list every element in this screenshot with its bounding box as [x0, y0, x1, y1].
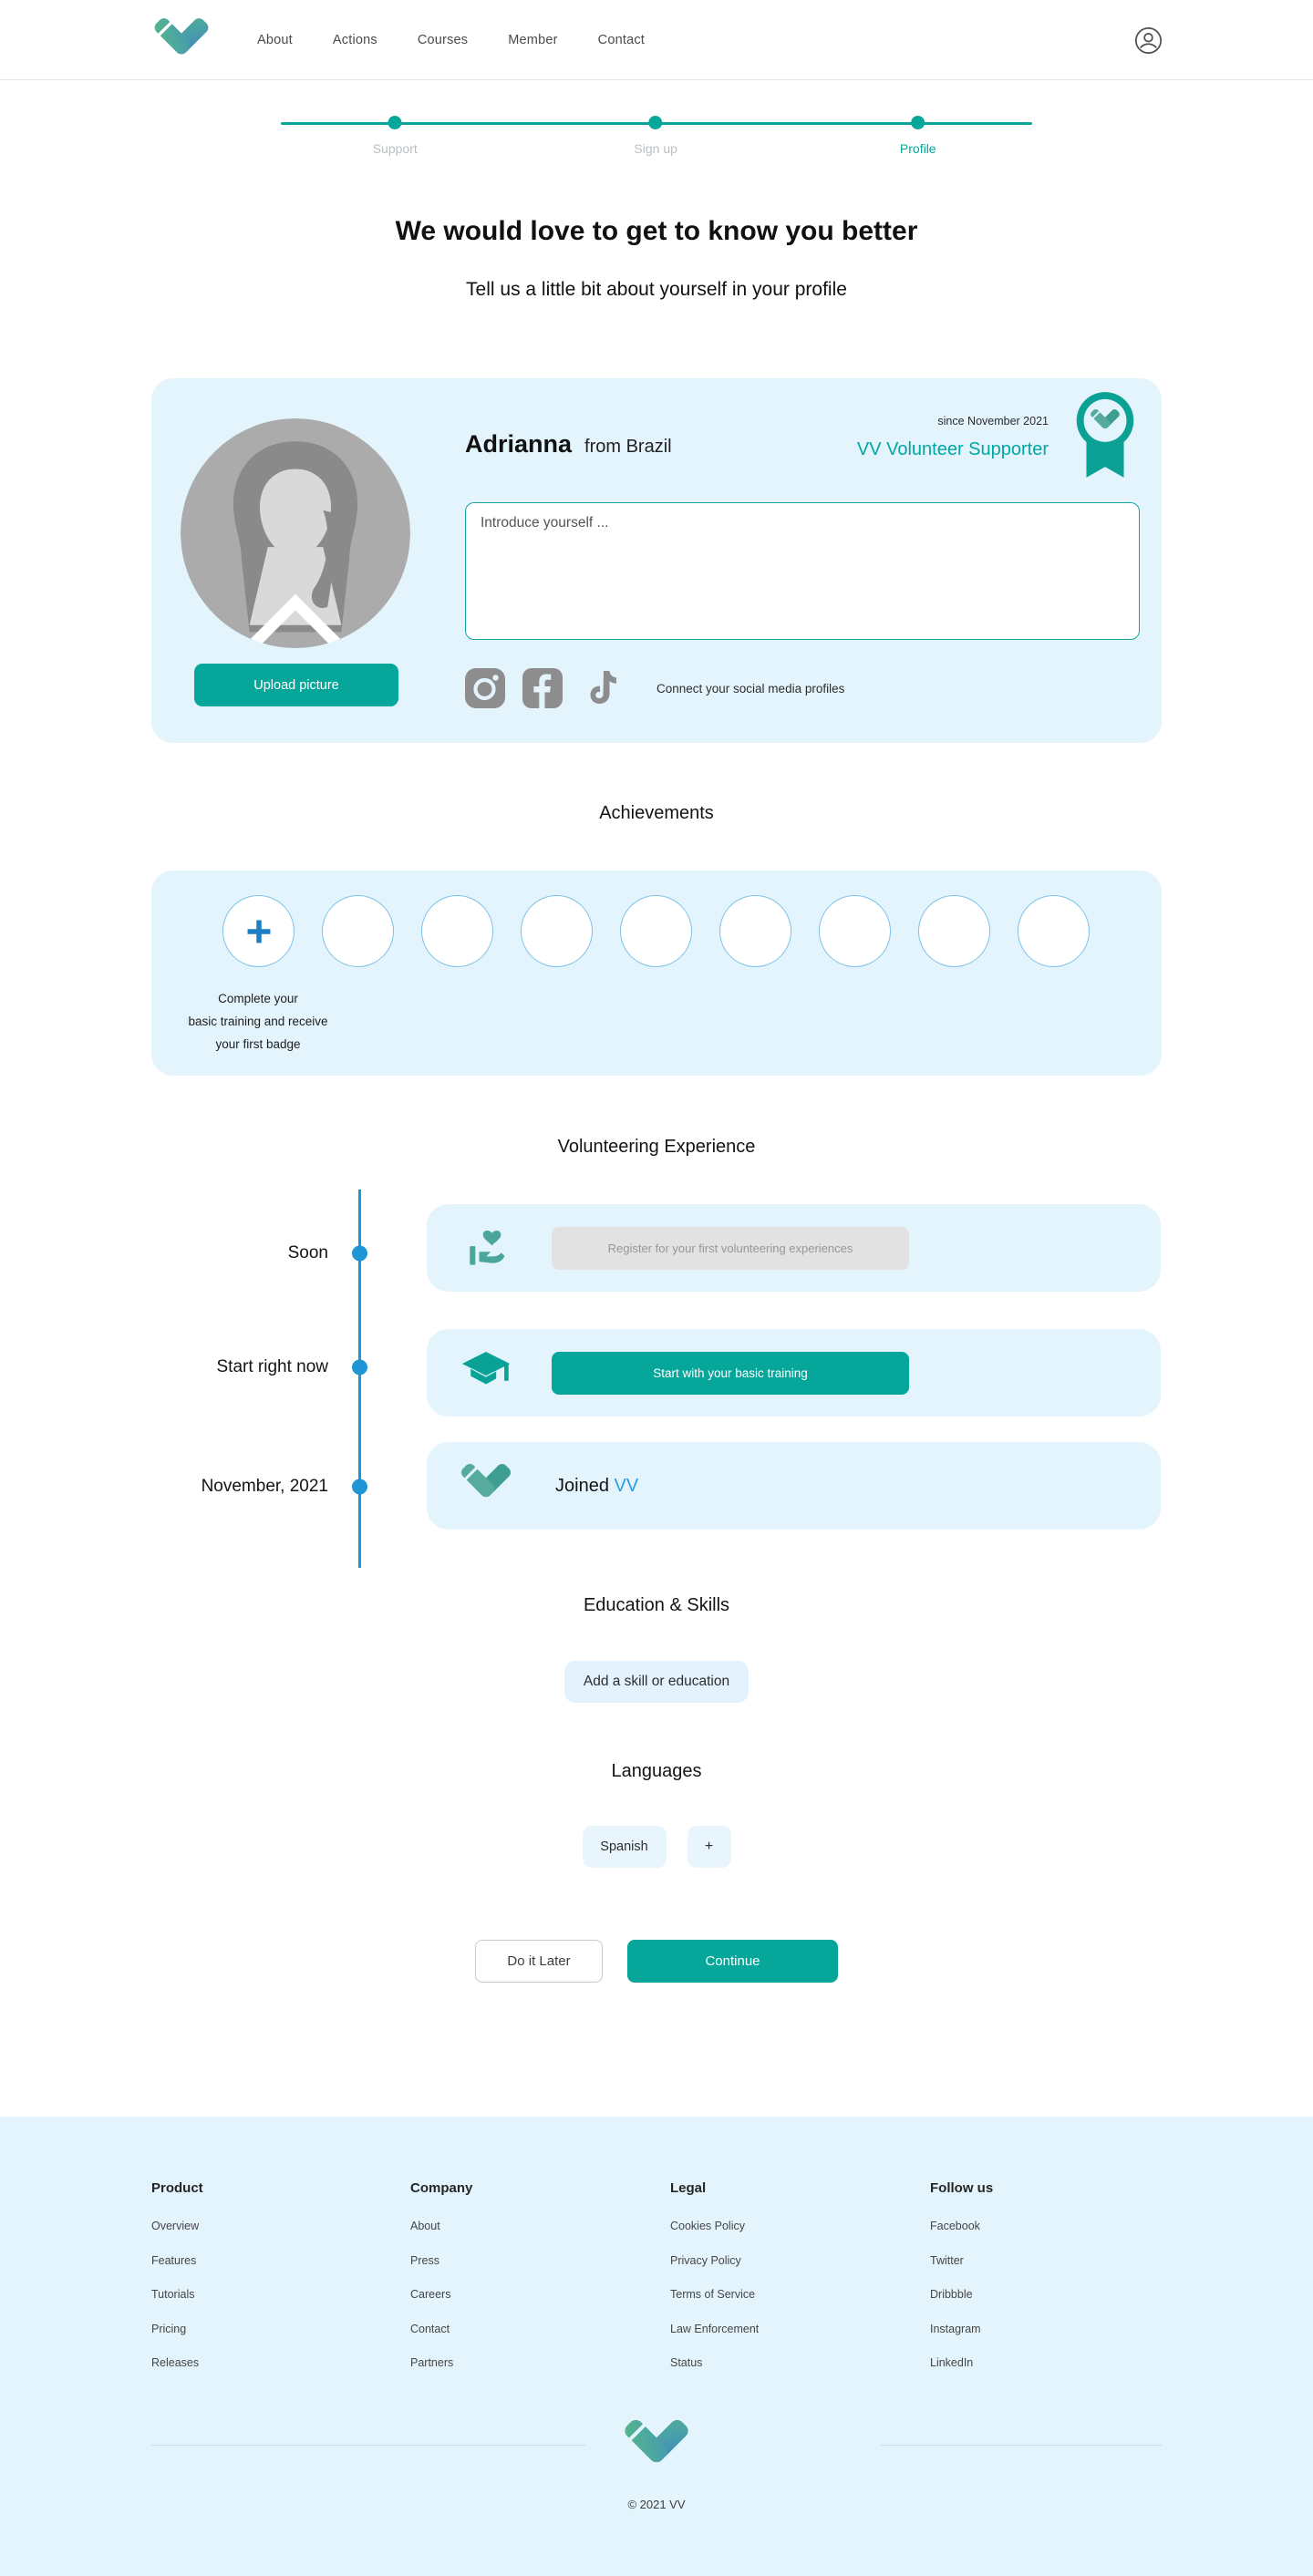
top-navigation-bar — [0, 0, 1313, 80]
step-signup[interactable] — [634, 116, 677, 156]
badge-slot — [421, 895, 493, 967]
timeline-dot — [352, 1479, 367, 1495]
avatar — [181, 418, 410, 648]
footer-col-title: Legal — [670, 2180, 707, 2196]
step-profile[interactable] — [900, 116, 936, 156]
profile-name-row — [465, 430, 672, 459]
profile-name: Adrianna — [465, 430, 573, 458]
footer-link[interactable]: Partners — [410, 2356, 454, 2369]
timeline-label-soon: Soon — [287, 1243, 328, 1262]
profile-origin: from Brazil — [584, 437, 672, 457]
footer-col-product — [151, 2180, 410, 2391]
badge-slot — [918, 895, 990, 967]
membership-meta — [857, 415, 1049, 460]
footer-col-title: Company — [410, 2180, 473, 2196]
timeline-label-now: Start right now — [216, 1357, 328, 1376]
achievements-card — [151, 871, 1162, 1076]
footer-link[interactable]: Instagram — [930, 2322, 981, 2335]
badge-slot — [719, 895, 791, 967]
vv-logo-icon — [460, 1460, 512, 1511]
nav-item-courses[interactable]: Courses — [417, 33, 469, 47]
footer-link[interactable]: Status — [670, 2356, 703, 2369]
footer-link[interactable]: Terms of Service — [670, 2288, 756, 2301]
badge-slot — [521, 895, 593, 967]
signup-progress-stepper — [281, 122, 1032, 173]
nav-item-actions[interactable]: Actions — [332, 33, 377, 47]
footer-link[interactable]: Twitter — [930, 2253, 964, 2267]
footer-link[interactable]: Cookies Policy — [670, 2220, 745, 2232]
footer-link[interactable]: Facebook — [930, 2220, 980, 2232]
hint-line: your first badge — [215, 1037, 301, 1051]
badge-slot — [819, 895, 891, 967]
step-dot — [649, 116, 663, 129]
profile-card — [151, 378, 1162, 743]
joined-vv-link[interactable]: VV — [614, 1475, 639, 1496]
main-nav — [257, 0, 645, 80]
experience-title: Volunteering Experience — [557, 1137, 756, 1157]
footer-link[interactable]: Press — [410, 2253, 439, 2267]
footer-col-title: Product — [151, 2180, 203, 2196]
footer-link[interactable]: Privacy Policy — [670, 2253, 741, 2267]
languages-row — [0, 1826, 1313, 1868]
continue-button[interactable]: Continue — [627, 1940, 838, 1983]
register-experiences-button[interactable]: Register for your first volunteering experiences — [552, 1227, 909, 1270]
page-title: We would love to get to know you better — [395, 216, 918, 246]
education-title: Education & Skills — [583, 1595, 730, 1615]
member-role: VV Volunteer Supporter — [856, 439, 1049, 459]
footer-link[interactable]: Pricing — [151, 2322, 187, 2335]
footer-link[interactable]: LinkedIn — [930, 2356, 974, 2369]
experience-card-joined — [427, 1442, 1161, 1530]
instagram-icon[interactable] — [465, 668, 505, 708]
vv-logo-icon[interactable] — [146, 15, 217, 66]
experience-card-training — [427, 1329, 1161, 1417]
footer-col-follow — [930, 2180, 1162, 2391]
footer-col-title: Follow us — [930, 2180, 994, 2196]
add-badge-slot[interactable] — [222, 895, 295, 967]
facebook-icon[interactable] — [522, 668, 563, 708]
step-label: Support — [372, 141, 418, 156]
do-it-later-button[interactable]: Do it Later — [475, 1940, 603, 1983]
language-chip-spanish[interactable]: Spanish — [583, 1826, 667, 1868]
form-actions — [0, 1940, 1313, 1983]
first-badge-hint — [158, 987, 358, 1056]
footer-link[interactable]: Releases — [151, 2356, 200, 2369]
joined-text — [555, 1476, 638, 1497]
footer-divider — [881, 2445, 1162, 2446]
social-hint-text: Connect your social media profiles — [656, 681, 845, 696]
copyright-text: © 2021 VV — [627, 2498, 686, 2511]
badge-slot — [1018, 895, 1090, 967]
vv-logo-icon — [618, 2416, 695, 2476]
languages-title: Languages — [611, 1761, 702, 1781]
hint-line: basic training and receive — [188, 1015, 328, 1028]
badge-slots-row — [222, 895, 1090, 967]
tiktok-icon[interactable] — [580, 668, 620, 708]
bio-input[interactable] — [465, 502, 1140, 640]
timeline-dot — [352, 1360, 367, 1376]
experience-timeline — [151, 1190, 1162, 1572]
footer-divider — [151, 2445, 585, 2446]
footer-link[interactable]: About — [410, 2220, 440, 2232]
step-label: Sign up — [634, 141, 677, 156]
footer-link[interactable]: Features — [151, 2253, 197, 2267]
social-row — [465, 668, 844, 708]
supporter-badge-icon — [1066, 390, 1144, 479]
step-label: Profile — [899, 141, 936, 156]
timeline-label-joined: November, 2021 — [201, 1477, 328, 1496]
plus-icon — [243, 916, 274, 947]
nav-item-about[interactable]: About — [257, 33, 293, 47]
footer — [0, 2117, 1313, 2576]
footer-link[interactable]: Careers — [410, 2288, 451, 2301]
start-basic-training-button[interactable]: Start with your basic training — [552, 1352, 909, 1395]
account-icon[interactable] — [1134, 26, 1163, 55]
timeline-dot — [352, 1246, 367, 1262]
graduation-cap-icon — [460, 1347, 512, 1398]
footer-col-company — [410, 2180, 670, 2391]
footer-columns — [151, 2180, 1162, 2391]
joined-label: Joined — [555, 1475, 609, 1496]
footer-link[interactable]: Law Enforcement — [670, 2322, 760, 2335]
add-skill-button[interactable]: Add a skill or education — [564, 1661, 749, 1703]
experience-card-soon — [427, 1204, 1161, 1292]
footer-link[interactable]: Dribbble — [930, 2288, 973, 2301]
achievements-title: Achievements — [599, 803, 714, 823]
hint-line: Complete your — [218, 992, 298, 1005]
footer-col-legal — [670, 2180, 930, 2391]
footer-link[interactable]: Contact — [410, 2322, 450, 2335]
badge-slot — [322, 895, 394, 967]
step-dot — [911, 116, 925, 129]
nav-item-member[interactable]: Member — [508, 33, 558, 47]
nav-item-contact[interactable]: Contact — [597, 33, 646, 47]
step-support[interactable] — [373, 116, 418, 156]
hand-heart-icon — [460, 1222, 512, 1273]
footer-link[interactable]: Overview — [151, 2220, 200, 2232]
badge-slot — [620, 895, 692, 967]
page-subtitle: Tell us a little bit about yourself in your profile — [466, 279, 847, 300]
add-language-button[interactable]: + — [688, 1826, 731, 1868]
member-since: since November 2021 — [937, 415, 1049, 428]
step-dot — [388, 116, 402, 129]
upload-picture-button[interactable]: Upload picture — [194, 664, 398, 706]
footer-link[interactable]: Tutorials — [151, 2288, 195, 2301]
